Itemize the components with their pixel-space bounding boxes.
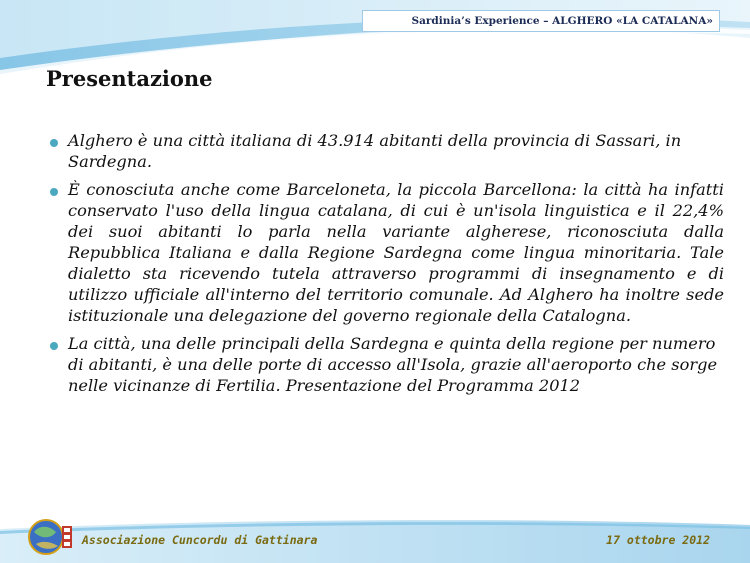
slide-title: Presentazione	[46, 66, 213, 91]
bullet-text: È conosciuta anche come Barceloneta, la piccola Barcellona: la città ha infatti conservato l'uso della lingua catalana, di cui è un'isola linguistica e il 22,4% dei suoi abitanti lo parla nella variante algherese, riconosciuta dalla Repubblica Italiana e dalla Regione Sardegna come lingua minoritaria. Tale dialetto sta ricevendo tutela attraverso programmi di insegnamento e di utilizzo ufficiale all'interno del territorio comunale. Ad Alghero ha inoltre sede istituzionale una delegazione del governo regionale della Catalogna.	[68, 180, 724, 325]
header-subtitle: Sardinia’s Experience – ALGHERO «LA CATALANA»	[362, 10, 720, 32]
bullet-item	[46, 130, 724, 172]
bullet-dot-icon	[50, 342, 58, 350]
footer-association: Associazione Cuncordu di Gattinara	[82, 533, 318, 547]
footer-date: 17 ottobre 2012	[606, 533, 710, 547]
bullet-dot-icon	[50, 139, 58, 147]
bullet-text: Alghero è una città italiana di 43.914 abitanti della provincia di Sassari, in Sardegna.	[68, 131, 682, 171]
bullet-text: La città, una delle principali della Sardegna e quinta della regione per numero di abitanti, è una delle porte di accesso all'Isola, grazie all'aeroporto che sorge nelle vicinanze di Fertilia. Presentazione del Programma 2012	[68, 334, 718, 395]
association-logo-icon	[26, 514, 76, 558]
bullet-list	[46, 130, 724, 403]
bullet-item	[46, 333, 724, 396]
bullet-item	[46, 179, 724, 326]
bullet-dot-icon	[50, 188, 58, 196]
